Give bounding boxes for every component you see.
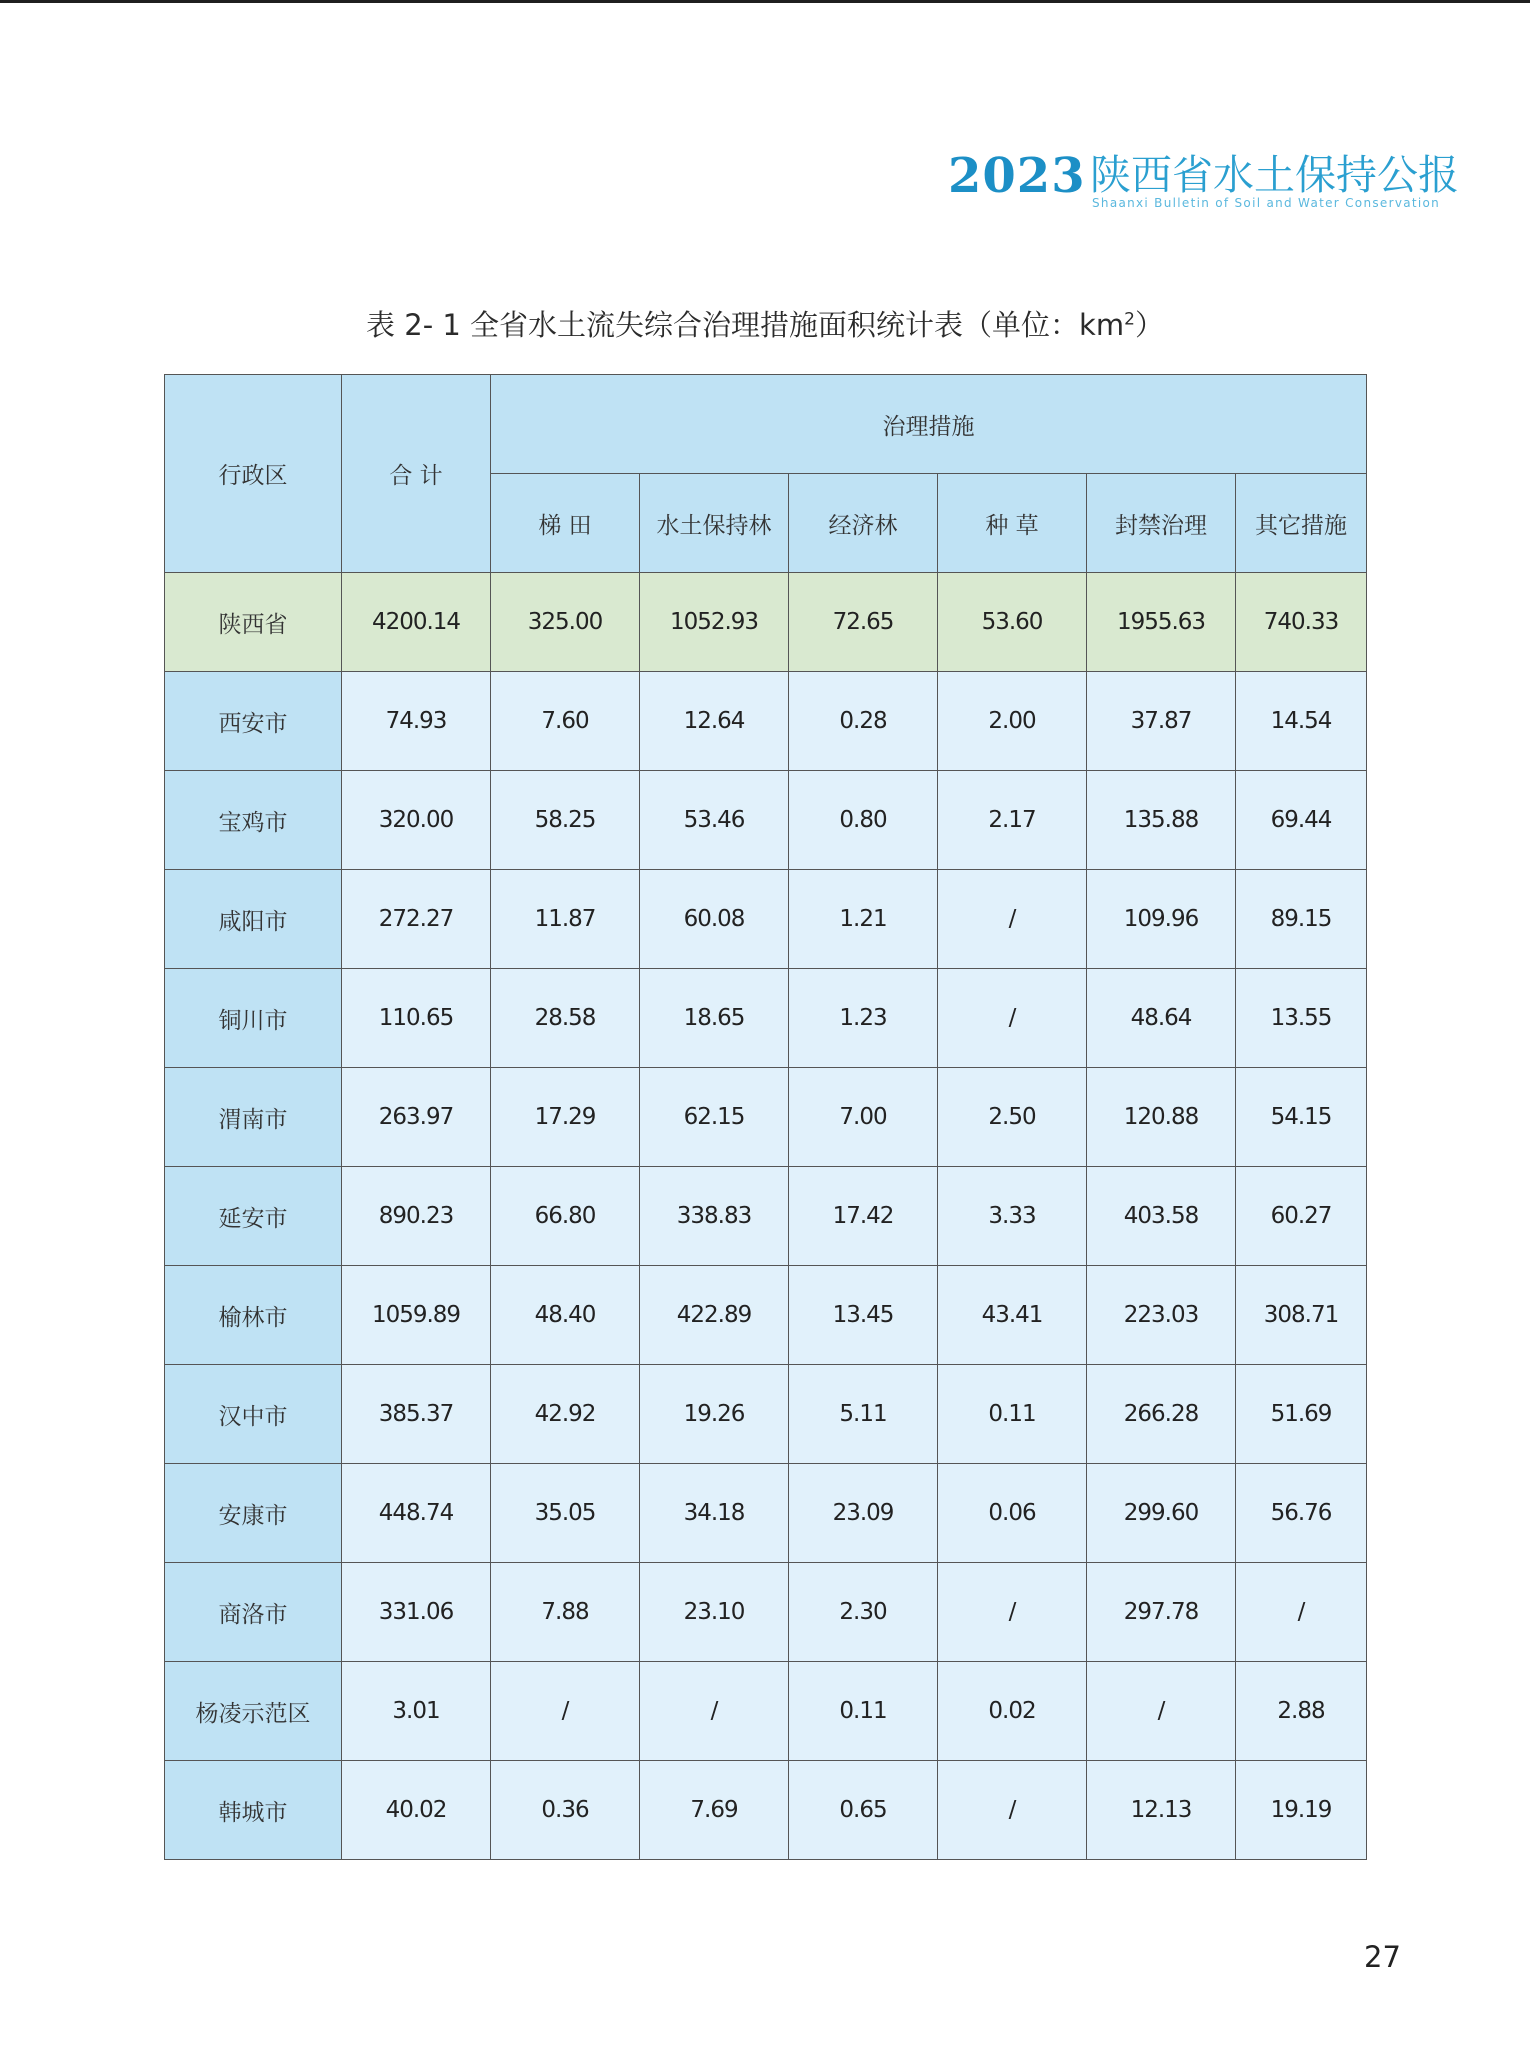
value-grass-planting: / [938, 1761, 1087, 1860]
value-closure-management: 403.58 [1087, 1167, 1236, 1266]
value-grass-planting: 0.11 [938, 1365, 1087, 1464]
value-terrace: 11.87 [491, 870, 640, 969]
table-row [165, 1563, 1367, 1662]
logo-year: 2023 [948, 148, 1086, 204]
value-economic-forest: 1.23 [789, 969, 938, 1068]
region-name: 宝鸡市 [165, 771, 342, 870]
table-caption-superscript: 2 [1124, 309, 1135, 330]
table-row [165, 1365, 1367, 1464]
value-closure-management: 12.13 [1087, 1761, 1236, 1860]
header-closure-management: 封禁治理 [1087, 474, 1236, 573]
value-economic-forest: 2.30 [789, 1563, 938, 1662]
value-total: 385.37 [342, 1365, 491, 1464]
table-caption-text: 表 2- 1 全省水土流失综合治理措施面积统计表（单位：km [366, 308, 1125, 342]
value-closure-management: 37.87 [1087, 672, 1236, 771]
value-other-measures: 308.71 [1236, 1266, 1367, 1365]
value-grass-planting: 2.00 [938, 672, 1087, 771]
value-terrace: 35.05 [491, 1464, 640, 1563]
value-other-measures: / [1236, 1563, 1367, 1662]
value-terrace: 0.36 [491, 1761, 640, 1860]
region-name: 西安市 [165, 672, 342, 771]
region-name: 铜川市 [165, 969, 342, 1068]
value-terrace: 7.88 [491, 1563, 640, 1662]
value-other-measures: 54.15 [1236, 1068, 1367, 1167]
value-closure-management: 48.64 [1087, 969, 1236, 1068]
value-grass-planting: 43.41 [938, 1266, 1087, 1365]
value-other-measures: 69.44 [1236, 771, 1367, 870]
region-name: 商洛市 [165, 1563, 342, 1662]
value-total: 331.06 [342, 1563, 491, 1662]
value-total: 320.00 [342, 771, 491, 870]
region-name: 陕西省 [165, 573, 342, 672]
value-economic-forest: 17.42 [789, 1167, 938, 1266]
header-total: 合 计 [342, 375, 491, 573]
value-conservation-forest: 1052.93 [640, 573, 789, 672]
value-closure-management: 299.60 [1087, 1464, 1236, 1563]
table-row [165, 672, 1367, 771]
value-closure-management: 223.03 [1087, 1266, 1236, 1365]
table-row [165, 1464, 1367, 1563]
value-closure-management: 135.88 [1087, 771, 1236, 870]
value-conservation-forest: 34.18 [640, 1464, 789, 1563]
value-terrace: 42.92 [491, 1365, 640, 1464]
value-terrace: 7.60 [491, 672, 640, 771]
value-other-measures: 51.69 [1236, 1365, 1367, 1464]
value-other-measures: 14.54 [1236, 672, 1367, 771]
value-other-measures: 740.33 [1236, 573, 1367, 672]
value-total: 4200.14 [342, 573, 491, 672]
table-row [165, 1761, 1367, 1860]
value-conservation-forest: 422.89 [640, 1266, 789, 1365]
value-grass-planting: 0.06 [938, 1464, 1087, 1563]
value-total: 74.93 [342, 672, 491, 771]
header-other-measures: 其它措施 [1236, 474, 1367, 573]
table-row [165, 771, 1367, 870]
table-row [165, 969, 1367, 1068]
value-grass-planting: 2.50 [938, 1068, 1087, 1167]
value-terrace: 66.80 [491, 1167, 640, 1266]
value-other-measures: 19.19 [1236, 1761, 1367, 1860]
value-closure-management: 120.88 [1087, 1068, 1236, 1167]
value-other-measures: 56.76 [1236, 1464, 1367, 1563]
value-other-measures: 60.27 [1236, 1167, 1367, 1266]
value-economic-forest: 0.80 [789, 771, 938, 870]
region-name: 杨凌示范区 [165, 1662, 342, 1761]
value-total: 3.01 [342, 1662, 491, 1761]
region-name: 汉中市 [165, 1365, 342, 1464]
value-conservation-forest: 12.64 [640, 672, 789, 771]
value-grass-planting: 53.60 [938, 573, 1087, 672]
value-total: 272.27 [342, 870, 491, 969]
value-terrace: 17.29 [491, 1068, 640, 1167]
value-grass-planting: 3.33 [938, 1167, 1087, 1266]
city-rows [165, 672, 1367, 1860]
value-conservation-forest: 18.65 [640, 969, 789, 1068]
value-other-measures: 13.55 [1236, 969, 1367, 1068]
value-total: 890.23 [342, 1167, 491, 1266]
table-row [165, 1167, 1367, 1266]
value-economic-forest: 0.28 [789, 672, 938, 771]
region-name: 延安市 [165, 1167, 342, 1266]
value-economic-forest: 72.65 [789, 573, 938, 672]
table-row [165, 1068, 1367, 1167]
header-region: 行政区 [165, 375, 342, 573]
value-conservation-forest: 19.26 [640, 1365, 789, 1464]
value-terrace: 28.58 [491, 969, 640, 1068]
region-name: 韩城市 [165, 1761, 342, 1860]
value-grass-planting: 0.02 [938, 1662, 1087, 1761]
header-conservation-forest: 水土保持林 [640, 474, 789, 573]
value-grass-planting: / [938, 870, 1087, 969]
table-caption-end: ） [1134, 308, 1164, 342]
value-terrace: 48.40 [491, 1266, 640, 1365]
value-terrace: / [491, 1662, 640, 1761]
logo-subtitle: Shaanxi Bulletin of Soil and Water Conservation [1092, 196, 1441, 210]
region-name: 渭南市 [165, 1068, 342, 1167]
value-economic-forest: 7.00 [789, 1068, 938, 1167]
header-measures: 治理措施 [491, 375, 1367, 474]
top-border-rule [0, 0, 1530, 3]
value-other-measures: 2.88 [1236, 1662, 1367, 1761]
value-terrace: 58.25 [491, 771, 640, 870]
region-name: 榆林市 [165, 1266, 342, 1365]
value-conservation-forest: / [640, 1662, 789, 1761]
value-other-measures: 89.15 [1236, 870, 1367, 969]
value-economic-forest: 13.45 [789, 1266, 938, 1365]
bulletin-logo [948, 142, 1459, 222]
value-closure-management: 1955.63 [1087, 573, 1236, 672]
header-terrace: 梯 田 [491, 474, 640, 573]
region-name: 咸阳市 [165, 870, 342, 969]
table-row [165, 1662, 1367, 1761]
table-caption [0, 303, 1530, 344]
value-economic-forest: 0.11 [789, 1662, 938, 1761]
value-grass-planting: / [938, 969, 1087, 1068]
value-conservation-forest: 338.83 [640, 1167, 789, 1266]
value-economic-forest: 23.09 [789, 1464, 938, 1563]
value-closure-management: 266.28 [1087, 1365, 1236, 1464]
value-economic-forest: 5.11 [789, 1365, 938, 1464]
province-row [165, 573, 1367, 672]
header-grass-planting: 种 草 [938, 474, 1087, 573]
value-closure-management: 297.78 [1087, 1563, 1236, 1662]
value-total: 1059.89 [342, 1266, 491, 1365]
measures-table [164, 374, 1367, 1860]
table-row [165, 870, 1367, 969]
value-conservation-forest: 62.15 [640, 1068, 789, 1167]
value-total: 110.65 [342, 969, 491, 1068]
value-economic-forest: 1.21 [789, 870, 938, 969]
logo-title: 陕西省水土保持公报 [1090, 151, 1459, 199]
value-total: 448.74 [342, 1464, 491, 1563]
value-closure-management: 109.96 [1087, 870, 1236, 969]
table-row [165, 1266, 1367, 1365]
value-grass-planting: 2.17 [938, 771, 1087, 870]
value-total: 263.97 [342, 1068, 491, 1167]
value-grass-planting: / [938, 1563, 1087, 1662]
header-economic-forest: 经济林 [789, 474, 938, 573]
page-number: 27 [1364, 1940, 1401, 1974]
value-conservation-forest: 60.08 [640, 870, 789, 969]
value-conservation-forest: 53.46 [640, 771, 789, 870]
value-economic-forest: 0.65 [789, 1761, 938, 1860]
region-name: 安康市 [165, 1464, 342, 1563]
header-row-top [165, 375, 1367, 474]
value-total: 40.02 [342, 1761, 491, 1860]
value-terrace: 325.00 [491, 573, 640, 672]
value-conservation-forest: 23.10 [640, 1563, 789, 1662]
value-closure-management: / [1087, 1662, 1236, 1761]
value-conservation-forest: 7.69 [640, 1761, 789, 1860]
